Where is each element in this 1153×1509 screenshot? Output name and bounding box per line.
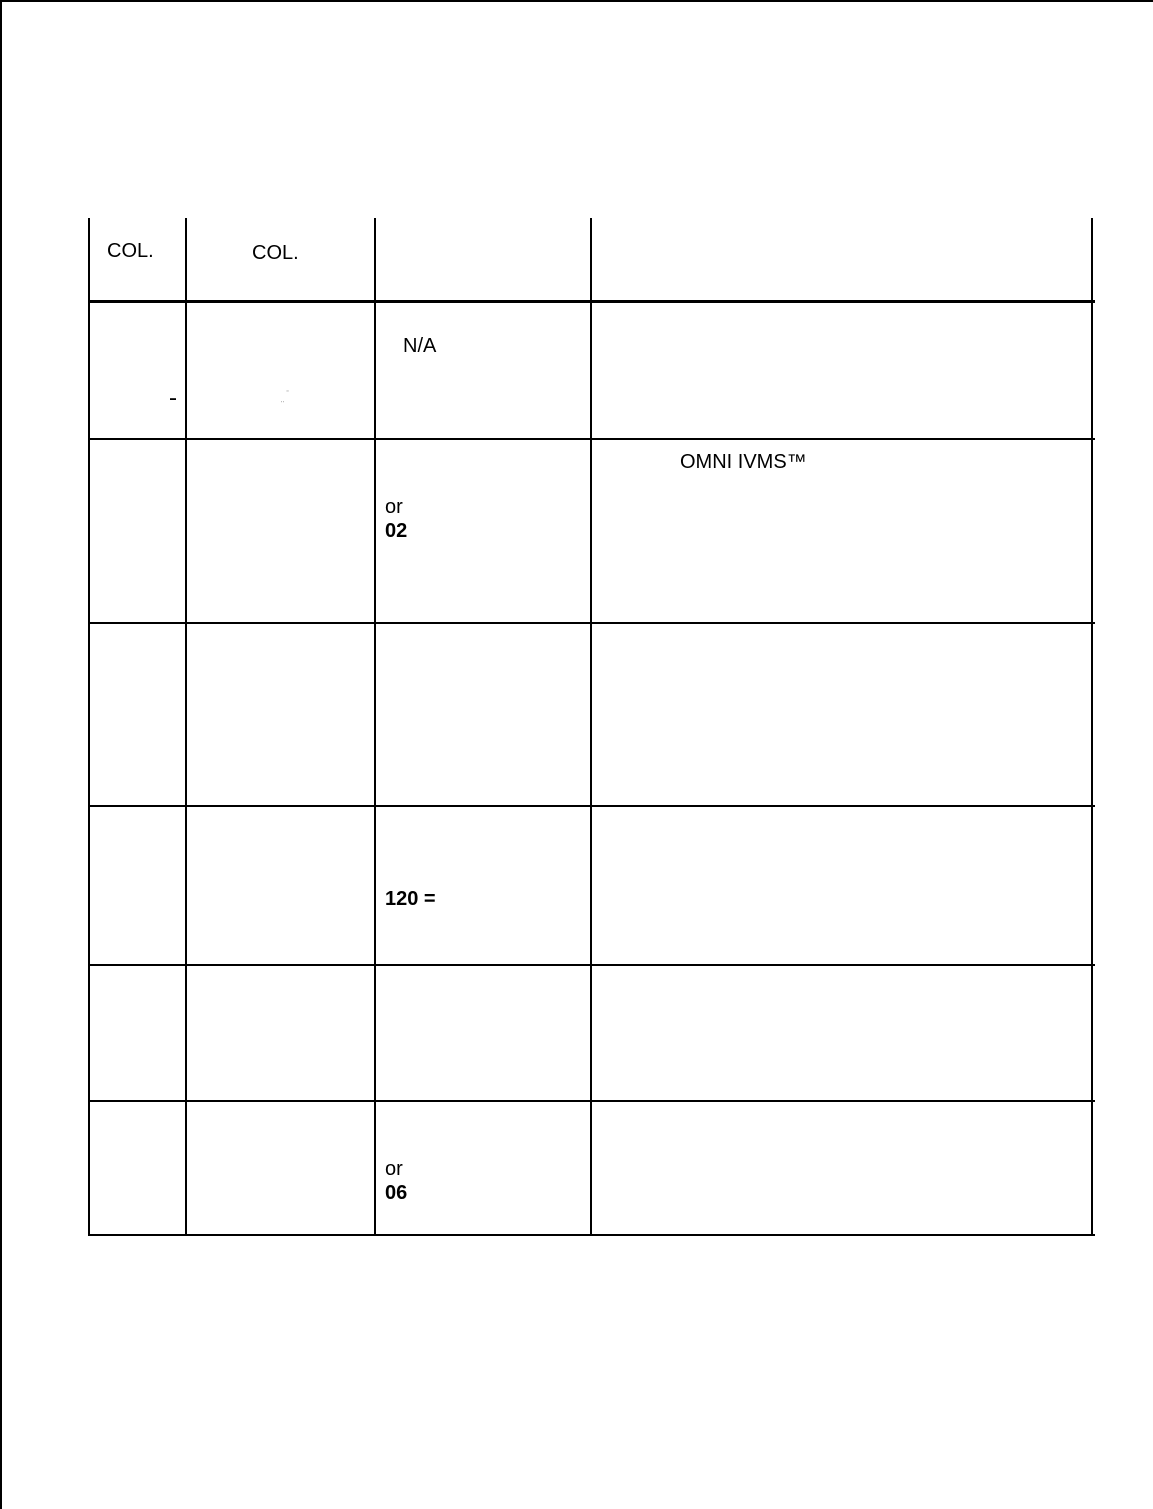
- table-border-bottom: [88, 1234, 1095, 1236]
- table-border-left: [88, 218, 90, 1236]
- row-separator: [88, 964, 1095, 966]
- row-6-value-code: 06: [385, 1182, 408, 1204]
- scan-speck: ▬: [170, 396, 176, 402]
- page-left-edge: [0, 0, 2, 1509]
- page-top-edge: [0, 0, 1153, 2]
- row-separator: [88, 805, 1095, 807]
- column-divider-3: [590, 218, 592, 1236]
- row-separator: [88, 622, 1095, 624]
- header-separator: [88, 300, 1095, 303]
- scan-speck: ⁻: [286, 390, 290, 396]
- row-separator: [88, 438, 1095, 440]
- row-4-value: 120 =: [385, 888, 436, 910]
- scan-speck: ˙˙: [281, 402, 285, 408]
- header-col-2: COL.: [252, 242, 299, 264]
- row-2-value-code: 02: [385, 520, 408, 542]
- column-divider-1: [185, 218, 187, 1236]
- header-col-1: COL.: [107, 240, 154, 262]
- row-6-value-or: or: [385, 1158, 403, 1180]
- column-divider-2: [374, 218, 376, 1236]
- row-2-description: OMNI IVMS™: [680, 451, 807, 473]
- row-1-value: N/A: [403, 335, 437, 357]
- table-border-right: [1091, 218, 1093, 1236]
- row-2-value-or: or: [385, 496, 403, 518]
- row-separator: [88, 1100, 1095, 1102]
